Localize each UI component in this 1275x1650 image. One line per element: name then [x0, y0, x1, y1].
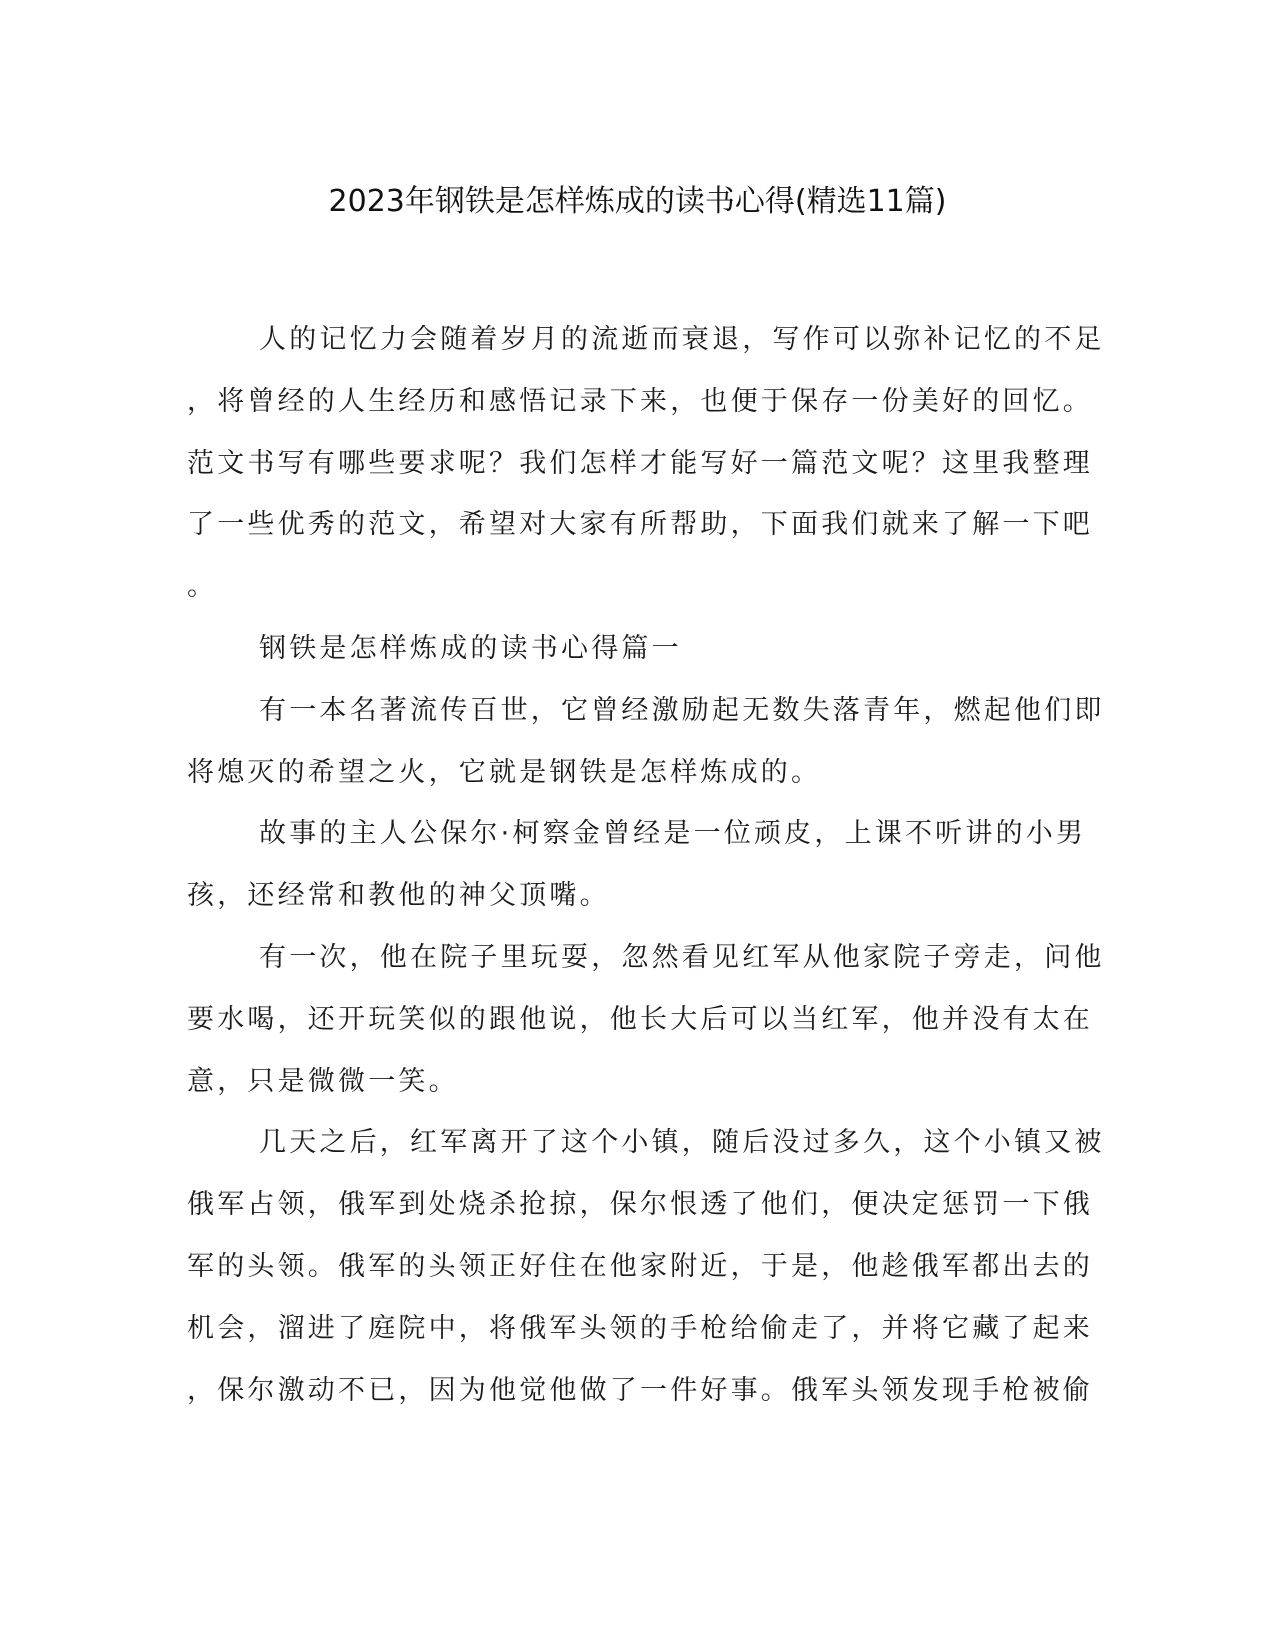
- text-line: 军的头领。俄军的头领正好住在他家附近，于是，他趁俄军都出去的: [187, 1250, 1093, 1282]
- text-line: 。: [187, 571, 218, 603]
- text-line: 故事的主人公保尔·柯察金曾经是一位顽皮，上课不听讲的小男: [259, 818, 1087, 850]
- text-line: 人的记忆力会随着岁月的流逝而衰退，写作可以弥补记忆的不足: [259, 324, 1105, 355]
- text-line: 要水喝，还开玩笑似的跟他说，他长大后可以当红军，他并没有太在: [187, 1003, 1093, 1035]
- text-line: 范文书写有哪些要求呢？我们怎样才能写好一篇范文呢？这里我整理: [187, 447, 1093, 479]
- text-line: 意，只是微微一笑。: [187, 1065, 459, 1097]
- text-line: ，将曾经的人生经历和感悟记录下来，也便于保存一份美好的回忆。: [187, 385, 1093, 417]
- section-heading: 钢铁是怎样炼成的读书心得篇一: [259, 632, 682, 664]
- text-line: 有一次，他在院子里玩耍，忽然看见红军从他家院子旁走，问他: [259, 941, 1105, 973]
- text-line: 了一些优秀的范文，希望对大家有所帮助，下面我们就来了解一下吧: [187, 509, 1093, 541]
- text-line: 有一本名著流传百世，它曾经激励起无数失落青年，燃起他们即: [259, 694, 1105, 726]
- document-body: [187, 320, 1105, 1432]
- text-line: 机会，溜进了庭院中，将俄军头领的手枪给偷走了，并将它藏了起来: [187, 1312, 1093, 1344]
- text-line: ，保尔激动不已，因为他觉他做了一件好事。俄军头领发现手枪被偷: [187, 1374, 1093, 1406]
- document-title: 2023年钢铁是怎样炼成的读书心得(精选11篇): [328, 184, 947, 219]
- text-line: 将熄灭的希望之火，它就是钢铁是怎样炼成的。: [187, 756, 822, 788]
- text-line: 俄军占领，俄军到处烧杀抢掠，保尔恨透了他们，便决定惩罚一下俄: [187, 1189, 1093, 1221]
- text-line: 孩，还经常和教他的神父顶嘴。: [187, 880, 610, 912]
- text-line: 几天之后，红军离开了这个小镇，随后没过多久，这个小镇又被: [259, 1127, 1105, 1159]
